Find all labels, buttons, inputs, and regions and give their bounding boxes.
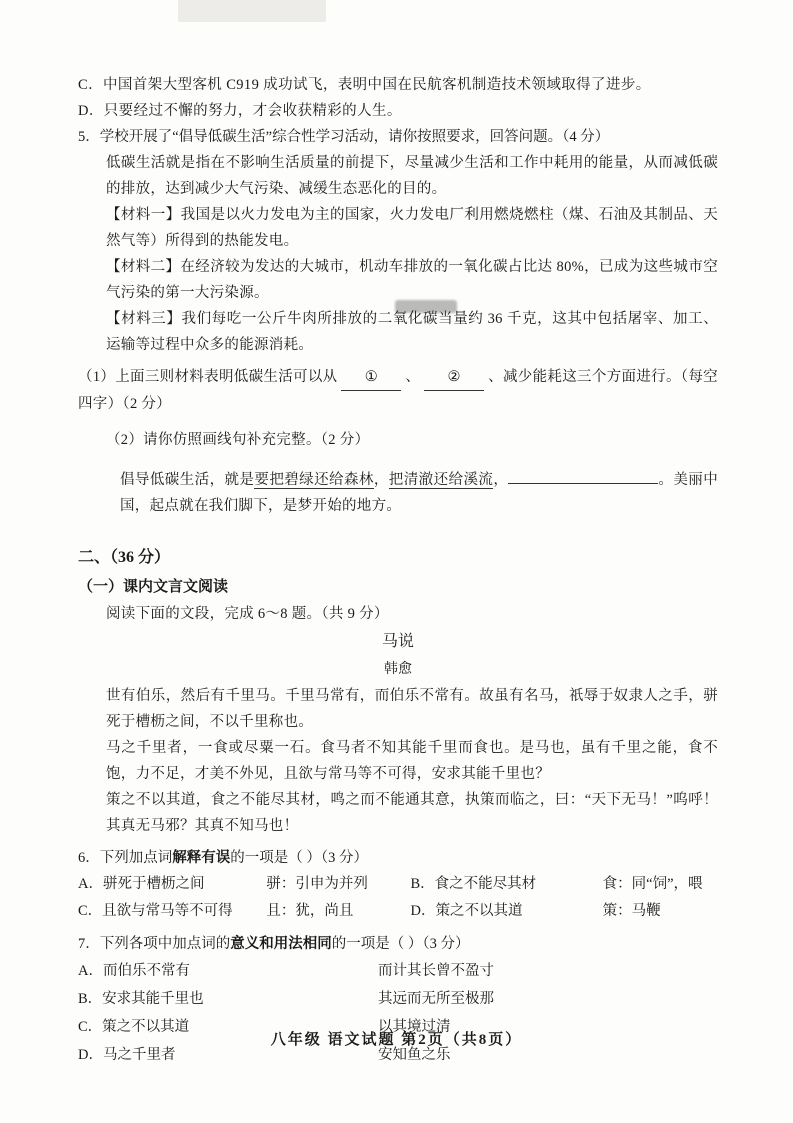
article-paragraph-3: 策之不以其道，食之不能尽其材，鸣之而不能通其意，执策而临之，曰：“天下无马！”呜呼！其真无马邪？其真不知马也！	[106, 792, 718, 834]
question-6-option-row-1	[78, 871, 718, 898]
ink-smudge	[395, 300, 457, 313]
answer-blank-2[interactable]: ②	[424, 364, 484, 391]
sentence-start: 倡导低碳生活，就是	[120, 472, 255, 488]
question-7-stem-post: 的一项是（ ）（3 分）	[331, 936, 470, 952]
option-c-left[interactable]: C．策之不以其道	[78, 1019, 190, 1035]
option-d-text[interactable]: D．策之不以其道	[410, 903, 523, 919]
section-2-title: 二、（36 分）	[78, 549, 171, 566]
question-7-row-b	[78, 985, 718, 1013]
question-5-sub1-sep: 、	[405, 369, 421, 385]
question-5-intro: 低碳生活就是指在不影响生活质量的前提下，尽量减少生活和工作中耗用的能量，从而减低碳的排放，达到减少大气污染、减缓生态恶化的目的。	[106, 155, 718, 197]
option-c-text[interactable]: C．且欲与常马等不可得	[78, 903, 233, 919]
section-2-subtitle: （一）课内文言文阅读	[78, 579, 229, 595]
question-5-sub1-text: （1）上面三则材料表明低碳生活可以从	[78, 369, 338, 385]
option-b-text[interactable]: B．食之不能尽其材	[410, 876, 537, 892]
question-7-stem	[78, 931, 718, 957]
page-footer: 八年级 语文试题 第2页（共8页）	[270, 1032, 523, 1048]
question-5-material-3: 【材料三】我们每吃一公斤牛肉所排放的二氧化碳当量约 36 千克，这其中包括屠宰、加工、运输等过程中众多的能源消耗。	[106, 311, 718, 353]
sentence-example-2: 把清澈还给溪流	[388, 472, 494, 488]
article-paragraph-1: 世有伯乐，然后有千里马。千里马常有，而伯乐不常有。故虽有名马，祇辱于奴隶人之手，骈死于槽枥之间，不以千里称也。	[106, 688, 718, 730]
option-d-note: 策：马鞭	[602, 903, 661, 919]
option-a-right: 而计其长曾不盈寸	[378, 963, 494, 979]
question-5-sentence	[78, 467, 718, 519]
option-a-left[interactable]: A．而伯乐不常有	[78, 963, 190, 979]
question-6-stem-emphasis: 解释有误	[172, 850, 231, 866]
option-d-line: D．只要经过不懈的努力，才会收获精彩的人生。	[78, 103, 402, 119]
article-paragraph-2: 马之千里者，一食或尽粟一石。食马者不知其能千里而食也。是马也，虽有千里之能，食不饱，力不足，才美不外见，且欲与常马等不可得，安求其能千里也？	[106, 740, 718, 782]
option-a-text[interactable]: A．骈死于槽枥之间	[78, 876, 205, 892]
sentence-example-1: 要把碧绿还给森林	[254, 472, 374, 488]
section-2-instruction: 阅读下面的文段，完成 6～8 题。（共 9 分）	[106, 606, 389, 622]
page-content	[78, 72, 718, 1069]
question-5-material-1: 【材料一】我国是以火力发电为主的国家，火力发电厂利用燃烧燃柱（煤、石油及其制品、天然气等）所得到的热能发电。	[106, 207, 718, 249]
option-b-left[interactable]: B．安求其能千里也	[78, 991, 204, 1007]
sentence-comma-2: ，	[493, 472, 509, 488]
question-5-stem: 5．学校开展了“倡导低碳生活”综合性学习活动，请你按照要求，回答问题。（4 分）	[78, 129, 610, 145]
answer-blank-3[interactable]	[508, 483, 658, 484]
question-7-stem-emphasis: 意义和用法相同	[230, 936, 332, 952]
question-5-material-2: 【材料二】在经济较为发达的大城市，机动车排放的一氧化碳占比达 80%，已成为这些城市空气污染的第一大污染源。	[106, 259, 718, 301]
article-title: 马说	[381, 633, 414, 650]
option-a-note: 骈：引申为并列	[266, 876, 368, 892]
article-author: 韩愈	[384, 662, 412, 677]
option-c-line: C．中国首架大型客机 C919 成功试飞，表明中国在民航客机制造技术领域取得了进步。	[78, 77, 651, 93]
question-6-stem-post: 的一项是（ ）（3 分）	[230, 850, 368, 866]
option-d-right: 安知鱼之乐	[378, 1047, 451, 1063]
scan-artifact	[178, 0, 326, 22]
option-d-left[interactable]: D．马之千里者	[78, 1047, 176, 1063]
question-5-sub1-tail: 、减少能耗这三个方面进行。（每空四字）（2 分）	[78, 369, 718, 412]
option-b-note: 食：同“饲”，喂	[602, 876, 703, 892]
answer-blank-1[interactable]: ①	[341, 364, 401, 391]
option-b-right: 其远而无所至极那	[378, 991, 494, 1007]
sentence-comma-1: ，	[373, 472, 389, 488]
sentence-tail: 。美丽中国，起点就在我们脚下，是梦开始的地方。	[120, 472, 718, 514]
question-6-option-row-2	[78, 898, 718, 925]
question-6-stem-pre: 6．下列加点词	[78, 850, 173, 866]
question-7-row-a	[78, 957, 718, 985]
option-c-right: 以其境过清	[378, 1019, 451, 1035]
question-5-sub1	[78, 364, 718, 417]
question-5-sub2: （2）请你仿照画线句补充完整。（2 分）	[106, 432, 370, 448]
question-6-stem	[78, 845, 718, 871]
option-c-note: 且：犹，尚且	[266, 903, 354, 919]
question-7-stem-pre: 7．下列各项中加点词的	[78, 936, 231, 952]
